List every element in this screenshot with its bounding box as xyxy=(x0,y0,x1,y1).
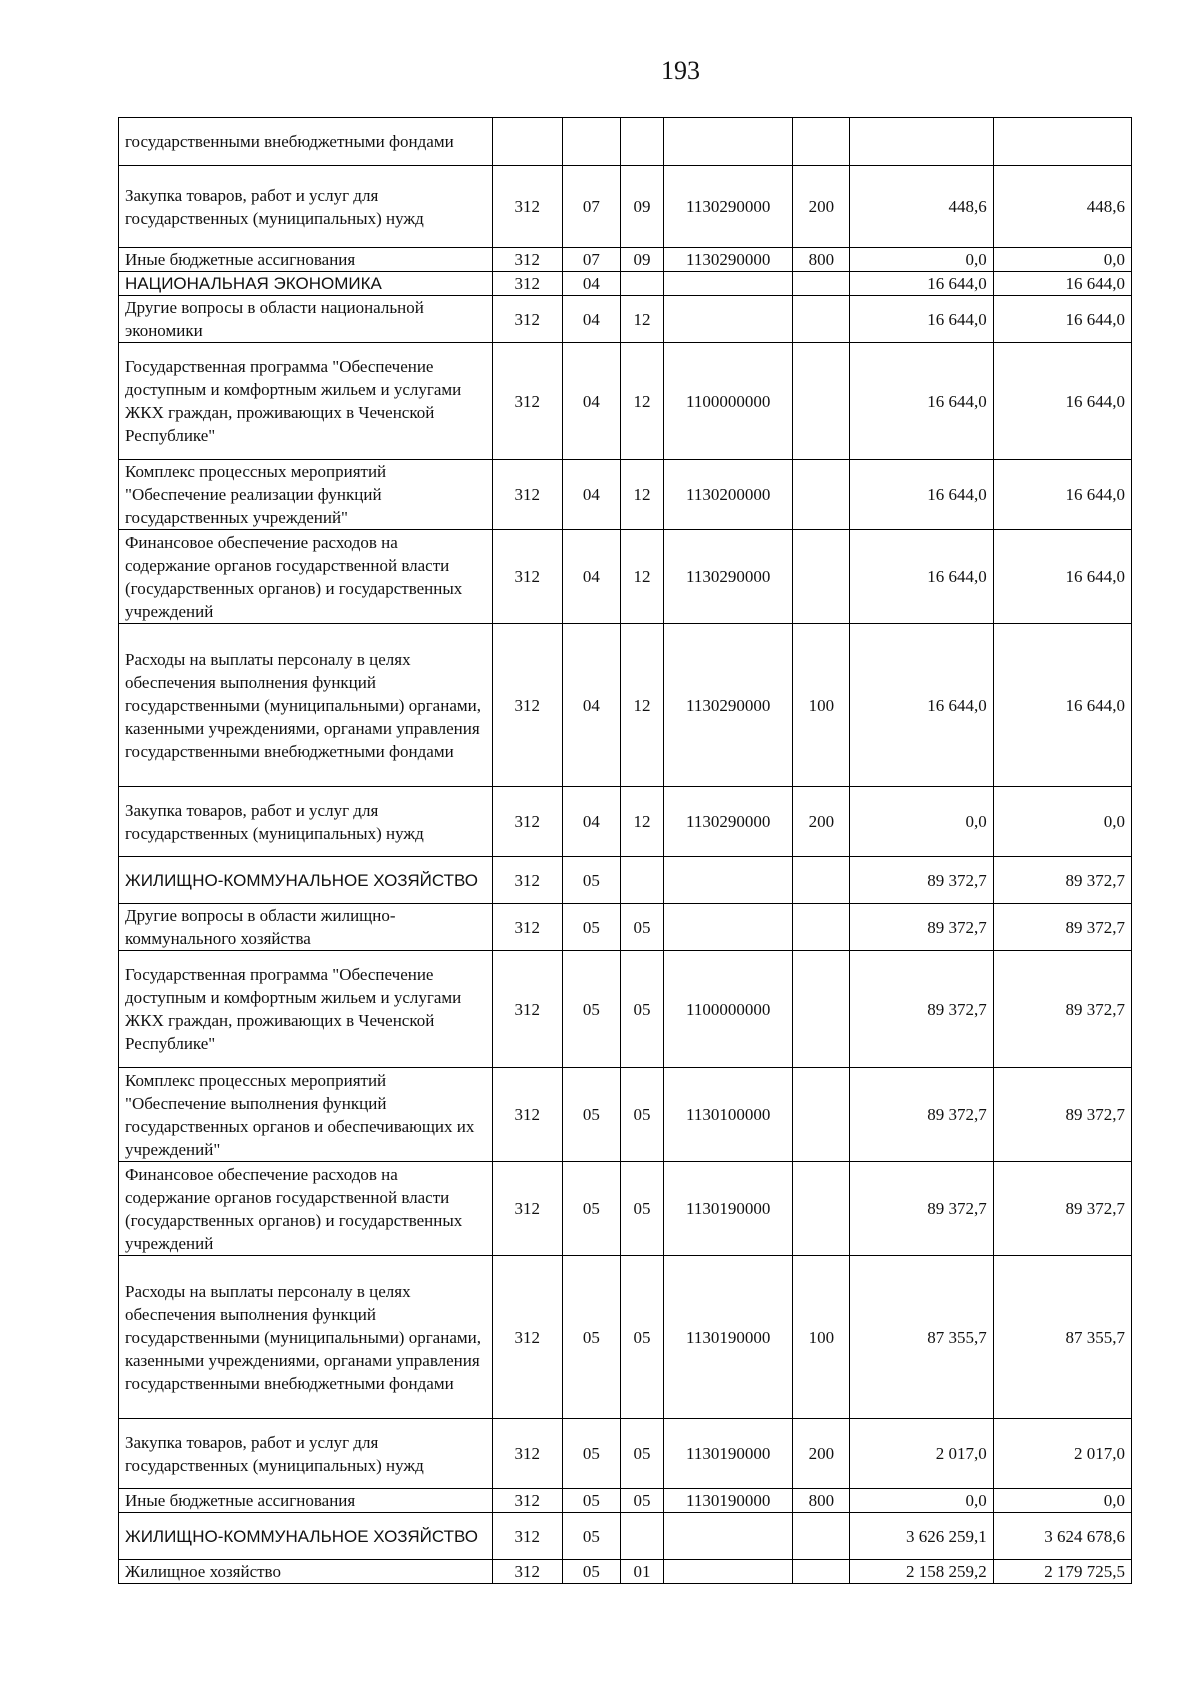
cell-vr xyxy=(793,904,850,951)
cell-ved: 312 xyxy=(492,1068,562,1162)
table-row xyxy=(119,787,1132,857)
cell-y1: 0,0 xyxy=(850,1489,993,1513)
cell-csr: 1130290000 xyxy=(664,787,793,857)
cell-csr xyxy=(664,1513,793,1560)
cell-csr xyxy=(664,857,793,904)
cell-vr: 100 xyxy=(793,624,850,787)
cell-y1: 87 355,7 xyxy=(850,1256,993,1419)
cell-rz: 07 xyxy=(562,166,620,248)
cell-ved: 312 xyxy=(492,857,562,904)
cell-name: Закупка товаров, работ и услуг для государственных (муниципальных) нужд xyxy=(119,787,493,857)
cell-vr: 200 xyxy=(793,1419,850,1489)
cell-name: Иные бюджетные ассигнования xyxy=(119,248,493,272)
cell-y1: 16 644,0 xyxy=(850,272,993,296)
cell-y2: 89 372,7 xyxy=(993,1162,1131,1256)
cell-y1: 3 626 259,1 xyxy=(850,1513,993,1560)
cell-pr: 05 xyxy=(620,1162,663,1256)
cell-rz: 04 xyxy=(562,530,620,624)
cell-ved: 312 xyxy=(492,1489,562,1513)
table-row xyxy=(119,530,1132,624)
cell-pr: 05 xyxy=(620,1256,663,1419)
cell-vr: 200 xyxy=(793,787,850,857)
cell-y2: 2 179 725,5 xyxy=(993,1560,1131,1584)
cell-rz: 05 xyxy=(562,1513,620,1560)
cell-vr xyxy=(793,272,850,296)
table-row xyxy=(119,857,1132,904)
cell-name: Другие вопросы в области жилищно-коммунального хозяйства xyxy=(119,904,493,951)
table-row xyxy=(119,951,1132,1068)
cell-name: Закупка товаров, работ и услуг для государственных (муниципальных) нужд xyxy=(119,1419,493,1489)
cell-y1: 2 158 259,2 xyxy=(850,1560,993,1584)
page-number: 193 xyxy=(661,56,700,85)
cell-csr: 1130290000 xyxy=(664,248,793,272)
cell-name: ЖИЛИЩНО-КОММУНАЛЬНОЕ ХОЗЯЙСТВО xyxy=(119,857,493,904)
cell-y2: 16 644,0 xyxy=(993,296,1131,343)
cell-y2: 89 372,7 xyxy=(993,1068,1131,1162)
cell-name: Финансовое обеспечение расходов на содержание органов государственной власти (государственных органов) и государственных учреждений xyxy=(119,1162,493,1256)
cell-rz: 05 xyxy=(562,1162,620,1256)
cell-y2: 16 644,0 xyxy=(993,460,1131,530)
table-row xyxy=(119,296,1132,343)
table-row xyxy=(119,1489,1132,1513)
table-row xyxy=(119,1560,1132,1584)
cell-rz: 05 xyxy=(562,1560,620,1584)
cell-csr: 1130290000 xyxy=(664,166,793,248)
cell-y2: 0,0 xyxy=(993,787,1131,857)
cell-name: государственными внебюджетными фондами xyxy=(119,118,493,166)
cell-ved: 312 xyxy=(492,1513,562,1560)
cell-y1: 0,0 xyxy=(850,248,993,272)
cell-name: Расходы на выплаты персоналу в целях обеспечения выполнения функций государственными (муниципальными) органами, казенными учреждениями, органами управления государственными внебюджетными фондами xyxy=(119,1256,493,1419)
cell-ved xyxy=(492,118,562,166)
cell-y2: 87 355,7 xyxy=(993,1256,1131,1419)
cell-csr xyxy=(664,118,793,166)
cell-vr xyxy=(793,530,850,624)
table-row xyxy=(119,343,1132,460)
cell-rz: 05 xyxy=(562,951,620,1068)
cell-rz: 05 xyxy=(562,1068,620,1162)
cell-rz: 05 xyxy=(562,904,620,951)
cell-vr xyxy=(793,296,850,343)
cell-vr: 800 xyxy=(793,1489,850,1513)
cell-pr: 12 xyxy=(620,343,663,460)
cell-pr: 12 xyxy=(620,624,663,787)
cell-rz: 05 xyxy=(562,1256,620,1419)
cell-pr: 09 xyxy=(620,166,663,248)
cell-csr: 1130190000 xyxy=(664,1162,793,1256)
cell-csr xyxy=(664,904,793,951)
table-row xyxy=(119,248,1132,272)
table-row xyxy=(119,166,1132,248)
cell-pr: 09 xyxy=(620,248,663,272)
cell-pr: 05 xyxy=(620,1489,663,1513)
cell-y1: 448,6 xyxy=(850,166,993,248)
cell-y1: 89 372,7 xyxy=(850,1162,993,1256)
cell-ved: 312 xyxy=(492,1560,562,1584)
cell-pr xyxy=(620,272,663,296)
cell-vr xyxy=(793,460,850,530)
cell-pr: 12 xyxy=(620,787,663,857)
cell-csr: 1130290000 xyxy=(664,530,793,624)
cell-vr: 200 xyxy=(793,166,850,248)
table-row xyxy=(119,1419,1132,1489)
cell-pr: 12 xyxy=(620,460,663,530)
cell-name: Государственная программа "Обеспечение доступным и комфортным жильем и услугами ЖКХ граждан, проживающих в Чеченской Республике" xyxy=(119,951,493,1068)
cell-ved: 312 xyxy=(492,530,562,624)
cell-y1: 2 017,0 xyxy=(850,1419,993,1489)
cell-pr xyxy=(620,1513,663,1560)
cell-y2: 3 624 678,6 xyxy=(993,1513,1131,1560)
table-row xyxy=(119,1256,1132,1419)
cell-csr: 1130290000 xyxy=(664,624,793,787)
table-row xyxy=(119,624,1132,787)
table-row xyxy=(119,460,1132,530)
cell-y1: 16 644,0 xyxy=(850,343,993,460)
cell-rz: 04 xyxy=(562,624,620,787)
cell-ved: 312 xyxy=(492,1162,562,1256)
cell-y1: 89 372,7 xyxy=(850,857,993,904)
cell-vr xyxy=(793,1560,850,1584)
cell-y1 xyxy=(850,118,993,166)
cell-csr: 1130190000 xyxy=(664,1419,793,1489)
cell-vr xyxy=(793,857,850,904)
cell-pr: 05 xyxy=(620,904,663,951)
cell-rz: 05 xyxy=(562,1489,620,1513)
cell-name: Закупка товаров, работ и услуг для государственных (муниципальных) нужд xyxy=(119,166,493,248)
cell-rz: 05 xyxy=(562,857,620,904)
cell-name: Финансовое обеспечение расходов на содержание органов государственной власти (государственных органов) и государственных учреждений xyxy=(119,530,493,624)
cell-y2: 2 017,0 xyxy=(993,1419,1131,1489)
cell-y2: 16 644,0 xyxy=(993,343,1131,460)
cell-pr xyxy=(620,857,663,904)
cell-rz: 07 xyxy=(562,248,620,272)
cell-ved: 312 xyxy=(492,787,562,857)
cell-y2 xyxy=(993,118,1131,166)
cell-csr: 1130200000 xyxy=(664,460,793,530)
cell-y2: 89 372,7 xyxy=(993,857,1131,904)
cell-y2: 16 644,0 xyxy=(993,272,1131,296)
cell-y1: 16 644,0 xyxy=(850,624,993,787)
cell-csr xyxy=(664,296,793,343)
cell-vr xyxy=(793,1513,850,1560)
cell-rz xyxy=(562,118,620,166)
cell-vr xyxy=(793,1162,850,1256)
cell-y1: 16 644,0 xyxy=(850,460,993,530)
table-row xyxy=(119,1513,1132,1560)
cell-y1: 89 372,7 xyxy=(850,1068,993,1162)
cell-pr: 05 xyxy=(620,1419,663,1489)
cell-vr xyxy=(793,951,850,1068)
cell-pr: 05 xyxy=(620,951,663,1068)
cell-name: Расходы на выплаты персоналу в целях обеспечения выполнения функций государственными (муниципальными) органами, казенными учреждениями, органами управления государственными внебюджетными фондами xyxy=(119,624,493,787)
cell-csr: 1100000000 xyxy=(664,951,793,1068)
cell-name: Другие вопросы в области национальной экономики xyxy=(119,296,493,343)
cell-name: Государственная программа "Обеспечение доступным и комфортным жильем и услугами ЖКХ граждан, проживающих в Чеченской Республике" xyxy=(119,343,493,460)
cell-rz: 04 xyxy=(562,272,620,296)
cell-y2: 16 644,0 xyxy=(993,624,1131,787)
cell-pr: 05 xyxy=(620,1068,663,1162)
cell-y1: 16 644,0 xyxy=(850,530,993,624)
cell-ved: 312 xyxy=(492,904,562,951)
cell-y1: 89 372,7 xyxy=(850,904,993,951)
table-row xyxy=(119,1162,1132,1256)
cell-y2: 0,0 xyxy=(993,1489,1131,1513)
cell-rz: 04 xyxy=(562,460,620,530)
cell-csr: 1130100000 xyxy=(664,1068,793,1162)
cell-ved: 312 xyxy=(492,272,562,296)
cell-ved: 312 xyxy=(492,460,562,530)
cell-vr: 800 xyxy=(793,248,850,272)
cell-pr: 01 xyxy=(620,1560,663,1584)
cell-y2: 0,0 xyxy=(993,248,1131,272)
table-body xyxy=(119,118,1132,1584)
cell-vr: 100 xyxy=(793,1256,850,1419)
cell-y1: 0,0 xyxy=(850,787,993,857)
cell-rz: 05 xyxy=(562,1419,620,1489)
cell-ved: 312 xyxy=(492,1256,562,1419)
table-row xyxy=(119,1068,1132,1162)
cell-csr xyxy=(664,1560,793,1584)
cell-vr xyxy=(793,1068,850,1162)
cell-csr: 1130190000 xyxy=(664,1256,793,1419)
table-row xyxy=(119,272,1132,296)
cell-y2: 16 644,0 xyxy=(993,530,1131,624)
cell-csr: 1100000000 xyxy=(664,343,793,460)
cell-y2: 448,6 xyxy=(993,166,1131,248)
cell-ved: 312 xyxy=(492,296,562,343)
cell-name: НАЦИОНАЛЬНАЯ ЭКОНОМИКА xyxy=(119,272,493,296)
cell-ved: 312 xyxy=(492,1419,562,1489)
cell-y2: 89 372,7 xyxy=(993,951,1131,1068)
cell-ved: 312 xyxy=(492,951,562,1068)
cell-pr: 12 xyxy=(620,296,663,343)
cell-csr xyxy=(664,272,793,296)
cell-csr: 1130190000 xyxy=(664,1489,793,1513)
cell-y1: 16 644,0 xyxy=(850,296,993,343)
cell-rz: 04 xyxy=(562,787,620,857)
cell-ved: 312 xyxy=(492,248,562,272)
budget-table xyxy=(118,117,1132,1584)
cell-name: Комплекс процессных мероприятий "Обеспечение выполнения функций государственных органов и обеспечивающих их учреждений" xyxy=(119,1068,493,1162)
cell-name: Комплекс процессных мероприятий "Обеспечение реализации функций государственных учреждений" xyxy=(119,460,493,530)
cell-ved: 312 xyxy=(492,624,562,787)
cell-rz: 04 xyxy=(562,343,620,460)
cell-ved: 312 xyxy=(492,343,562,460)
cell-name: ЖИЛИЩНО-КОММУНАЛЬНОЕ ХОЗЯЙСТВО xyxy=(119,1513,493,1560)
cell-rz: 04 xyxy=(562,296,620,343)
cell-y1: 89 372,7 xyxy=(850,951,993,1068)
cell-ved: 312 xyxy=(492,166,562,248)
cell-name: Иные бюджетные ассигнования xyxy=(119,1489,493,1513)
cell-vr xyxy=(793,343,850,460)
cell-name: Жилищное хозяйство xyxy=(119,1560,493,1584)
cell-y2: 89 372,7 xyxy=(993,904,1131,951)
cell-vr xyxy=(793,118,850,166)
table-row xyxy=(119,118,1132,166)
cell-pr: 12 xyxy=(620,530,663,624)
table-row xyxy=(119,904,1132,951)
cell-pr xyxy=(620,118,663,166)
